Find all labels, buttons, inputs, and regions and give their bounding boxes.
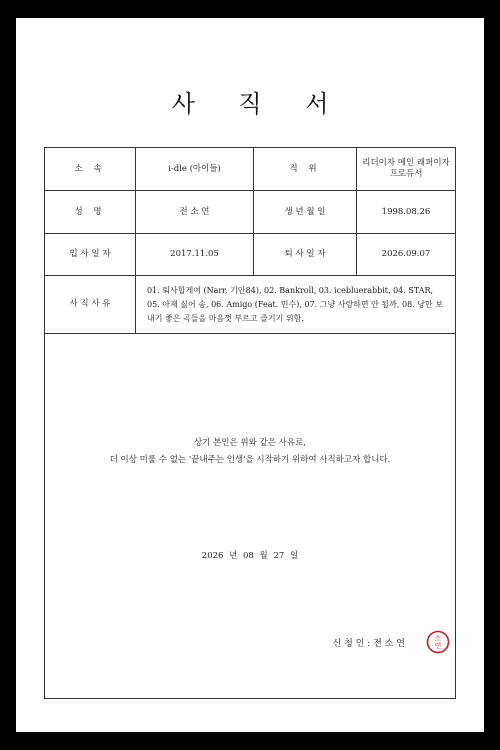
applicant-signature: 신 청 인 : 전 소 연: [332, 639, 405, 649]
label-join-date: 입 사 일 자: [69, 249, 111, 259]
seal-stamp-icon: [426, 630, 450, 654]
svg-text:연: 연: [434, 642, 442, 650]
value-birthdate: 1998.08.26: [381, 206, 431, 217]
statement-line-2: 더 이상 미룰 수 없는 '끝내주는 인생'을 시작하기 위하여 사직하고자 합니다.: [109, 455, 391, 465]
label-birthdate: 생 년 월 일: [284, 206, 326, 217]
resignation-form: [44, 147, 456, 699]
statement-line-1: 상기 본인은 위와 같은 사유로,: [193, 438, 307, 448]
label-position: 직 위: [289, 163, 321, 174]
value-position-line1: 리더이자 메인 래퍼이자: [362, 158, 450, 168]
row-dates: [45, 234, 455, 276]
label-leave-date: 퇴 사 일 자: [284, 249, 326, 259]
value-reason: 01. 퇴사합게여 (Narr. 기안84), 02. Bankroll, 03. icebluerabbit, 04. STAR, 05. 아재 싫어 송, 06. Amigo (Feat. 민수), 07. 그냥 사랑하면 안 될까, 08. 낭만 보내기 좋은 곡들을 마음껏 부르고 즐기기 위함.: [147, 285, 443, 323]
row-name: [45, 191, 455, 234]
svg-text:소: 소: [434, 634, 442, 643]
signing-date: 2026 년 08 월 27 일: [201, 551, 299, 561]
document-title: 사 직 서: [171, 90, 347, 118]
label-affiliation: 소 속: [74, 163, 106, 174]
value-leave-date: 2026.09.07: [381, 249, 431, 259]
label-name: 성 명: [74, 206, 106, 217]
row-affiliation: [45, 148, 455, 191]
value-position-line2: 프로듀서: [389, 169, 423, 179]
resignation-paper: [16, 18, 484, 732]
value-join-date: 2017.11.05: [170, 249, 219, 259]
row-reason: [45, 276, 455, 334]
value-name: 전 소 연: [179, 206, 210, 217]
value-position: [357, 148, 455, 190]
value-affiliation: i-dle (아이들): [168, 163, 221, 174]
label-reason: 사 직 사 유: [69, 299, 111, 309]
